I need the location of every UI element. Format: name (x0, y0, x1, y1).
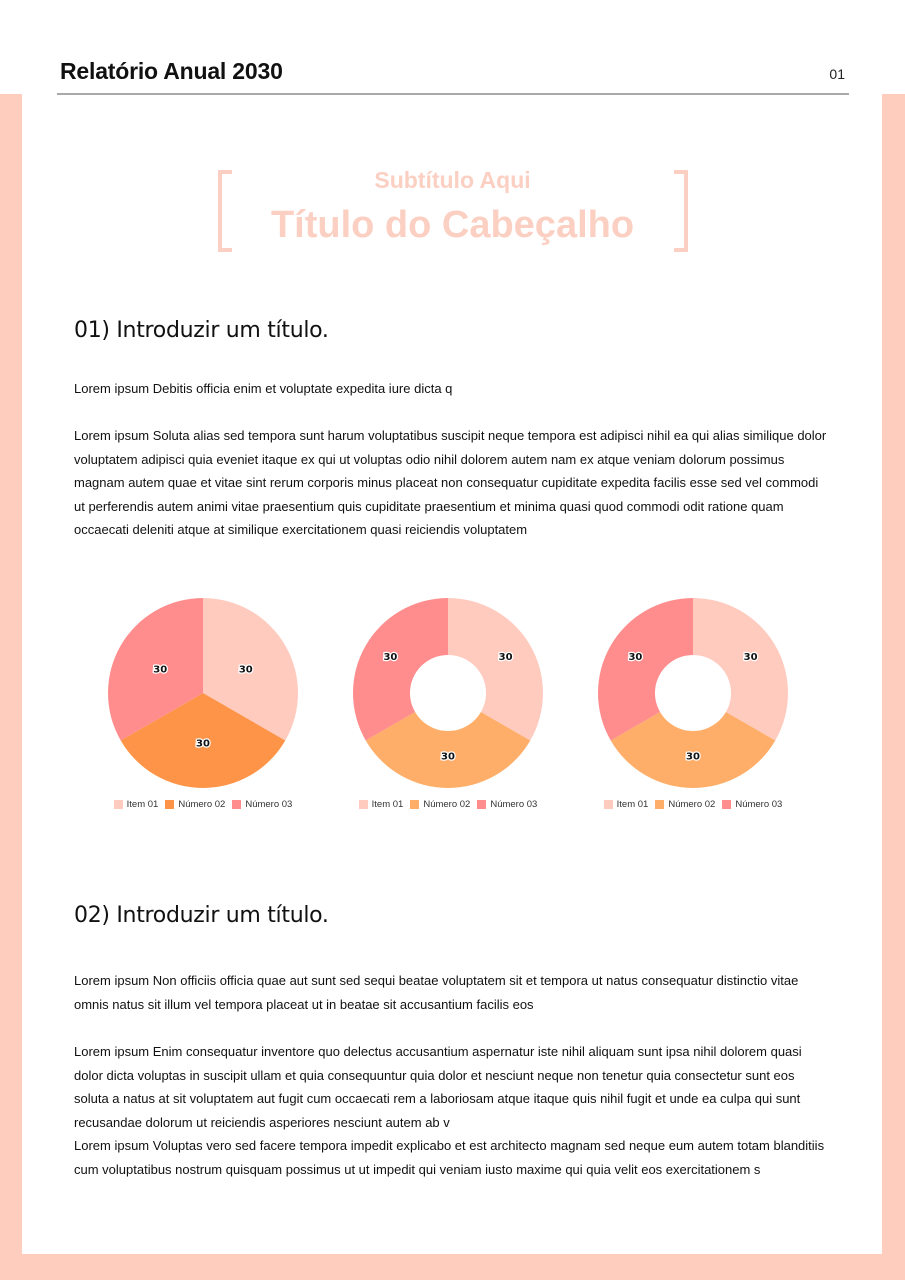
legend-item (359, 799, 404, 810)
legend-item (477, 799, 537, 810)
chart-svg (343, 590, 553, 796)
header-divider (57, 93, 849, 95)
slice-value-label: 30 (441, 751, 455, 763)
legend-item (410, 799, 470, 810)
section-2-heading: 02) Introduzir um título. (74, 903, 329, 928)
chart-legend (343, 799, 553, 810)
section-1-paragraph-1: Lorem ipsum Debitis officia enim et voluptate expedita iure dicta q (74, 381, 453, 396)
legend-label: Número 02 (668, 799, 716, 810)
pie-slice-1 (448, 598, 543, 741)
document-title: Relatório Anual 2030 (60, 58, 283, 84)
slice-value-label: 30 (743, 651, 758, 663)
legend-item (165, 799, 225, 810)
page-number: 01 (829, 66, 845, 82)
pie-slice-1 (693, 598, 788, 741)
legend-swatch (232, 800, 241, 809)
legend-swatch (722, 800, 731, 809)
legend-label: Número 02 (423, 799, 471, 810)
legend-label: Número 02 (178, 799, 226, 810)
slice-value-label: 30 (628, 651, 643, 663)
section-2-paragraph-1: Lorem ipsum Non officiis officia quae aut sunt sed sequi beatae voluptatem sit et tempora ut natus consequatur distinctio vitae omnis natus sit illum vel tempora placeat ut in beatae sit accusantium facilis eos (74, 973, 799, 1012)
legend-label: Número 03 (245, 799, 293, 810)
legend-label: Item 01 (616, 799, 649, 810)
pie-slice-3 (353, 598, 448, 741)
legend-label: Item 01 (371, 799, 404, 810)
pie-chart-1 (98, 590, 308, 820)
legend-swatch (655, 800, 664, 809)
section-2-paragraph-2: Lorem ipsum Enim consequatur inventore quo delectus accusantium aspernatur iste nihil aliquam sunt ipsa nihil dolorem quasi dolor dicta voluptas in suscipit ullam et quia consequuntur quia dolor et nesciunt neque non tenetur quia consectetur sunt eos soluta a natus at sit voluptatem aut fugit cum occaecati rem a laboriosam atque itaque quis nihil fugit et unde ea culpa qui sunt recusandae dolorum ut reiciendis asperiores nesciunt autem ab v (74, 1044, 802, 1130)
chart-legend (588, 799, 798, 810)
slice-value-label: 30 (686, 751, 700, 763)
legend-item (232, 799, 292, 810)
slice-value-label: 30 (196, 738, 210, 750)
slice-value-label: 30 (383, 651, 398, 663)
chart-svg (98, 590, 308, 796)
legend-swatch (410, 800, 419, 809)
legend-label: Número 03 (490, 799, 538, 810)
slice-value-label: 30 (238, 664, 253, 676)
hero-title: Título do Cabeçalho (270, 204, 635, 246)
donut-chart-2 (343, 590, 553, 820)
legend-label: Item 01 (126, 799, 159, 810)
legend-swatch (114, 800, 123, 809)
chart-svg (588, 590, 798, 796)
legend-item (655, 799, 715, 810)
legend-item (722, 799, 782, 810)
legend-item (604, 799, 649, 810)
legend-swatch (477, 800, 486, 809)
legend-label: Número 03 (735, 799, 783, 810)
section-1-heading: 01) Introduzir um título. (74, 318, 329, 343)
hero-subtitle: Subtítulo Aqui (374, 167, 531, 193)
slice-value-label: 30 (153, 664, 168, 676)
donut-chart-3 (588, 590, 798, 820)
section-2-paragraph-3: Lorem ipsum Voluptas vero sed facere tempora impedit explicabo et est architecto magnam sed neque eum autem totam blanditiis cum voluptatibus nostrum quisquam possimus ut ut impedit qui veniam iusto maxime qui quia velit eos exercitationem s (74, 1138, 825, 1177)
pie-slice-3 (598, 598, 693, 741)
slice-value-label: 30 (498, 651, 513, 663)
section-1-paragraph-2: Lorem ipsum Soluta alias sed tempora sunt harum voluptatibus suscipit neque tempora est adipisci nihil ea qui alias similique dolor voluptatem adipisci quia eveniet itaque ex qui ut voluptas odio nihil dolorem autem nam ex atque veniam dolorum possimus magnam autem quae et vitae sint rerum corporis minus placeat non consequatur cupiditate expedita facilis esse sed vel commodi ut perferendis autem animi vitae praesentium quis cupiditate praesentium et minima quasi quod commodi odit ratione quam occaecati deleniti atque at similique exercitationem quasi reiciendis voluptatem (74, 428, 827, 537)
legend-swatch (359, 800, 368, 809)
legend-swatch (165, 800, 174, 809)
legend-swatch (604, 800, 613, 809)
legend-item (114, 799, 159, 810)
chart-legend (98, 799, 308, 810)
